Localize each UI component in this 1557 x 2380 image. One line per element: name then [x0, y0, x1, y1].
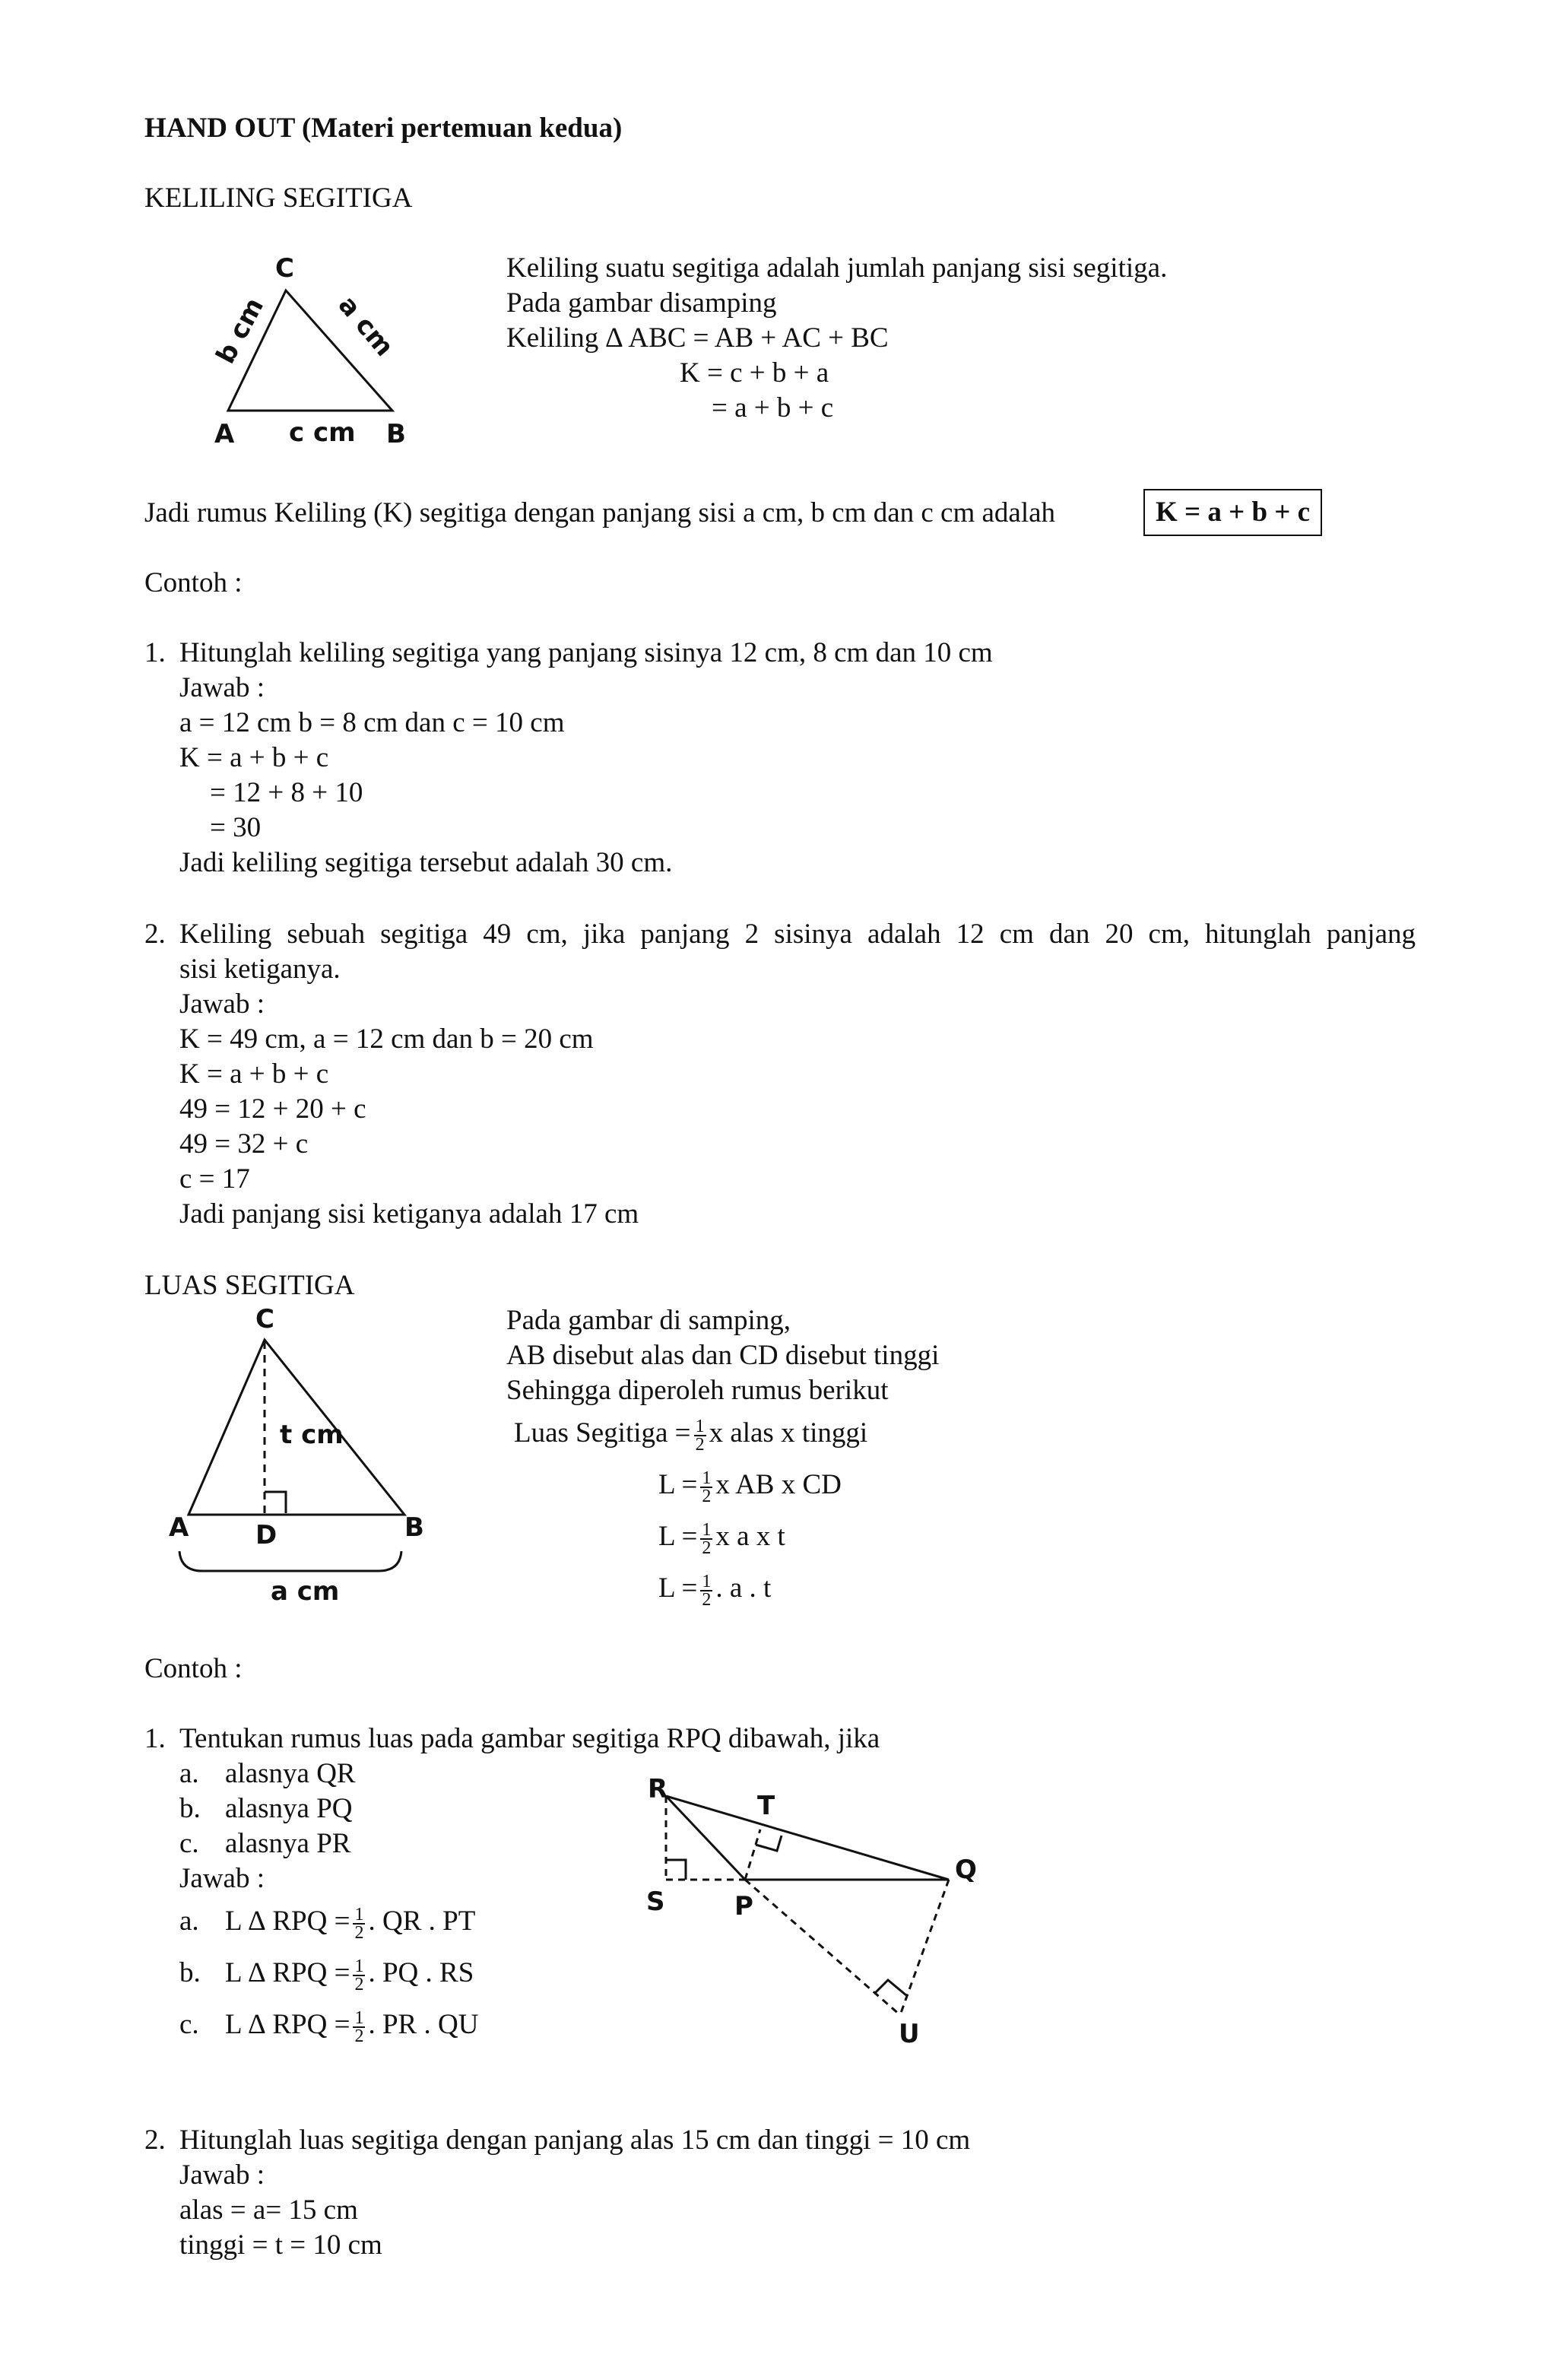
ex1-question: Hitunglah keliling segitiga yang panjang sisinya 12 cm, 8 cm dan 10 cm: [179, 637, 993, 668]
luas-formula-1: Luas Segitiga = $\frac{1}{2}$ x alas x tinggi: [514, 1416, 868, 1455]
luas-formula-4: L = $\frac{1}{2}$ . a . t: [658, 1571, 772, 1610]
luas-vertex-a-label: A: [169, 1512, 189, 1543]
point-u-label: U: [899, 2019, 920, 2049]
luas-desc-3: Sehingga diperoleh rumus berikut: [506, 1375, 889, 1406]
option-key: b.: [179, 1793, 201, 1824]
ex2-question-line-1: Keliling sebuah segitiga 49 cm, jika panjang 2 sisinya adalah 12 cm dan 20 cm, hitunglah panjang: [179, 919, 1416, 950]
ex1-line: a = 12 cm b = 8 cm dan c = 10 cm: [179, 707, 565, 738]
luas-vertex-b-label: B: [404, 1512, 424, 1543]
option-text: alasnya PQ: [225, 1793, 353, 1824]
height-label: t cm: [280, 1420, 344, 1450]
keliling-heading: KELILING SEGITIGA: [144, 182, 413, 214]
option-text: alasnya QR: [225, 1758, 356, 1789]
ex1-line: = 30: [210, 812, 262, 843]
answer-key: b.: [179, 1957, 201, 1988]
luas-ex1-number: 1.: [144, 1723, 166, 1754]
ex2-number: 2.: [144, 919, 166, 950]
side-a-label: a cm: [331, 290, 400, 363]
luas-ex2-number: 2.: [144, 2125, 166, 2156]
ex1-number: 1.: [144, 637, 166, 668]
fraction-half: $\frac{1}{2}$: [354, 1956, 364, 1994]
vertex-q-label: Q: [955, 1855, 977, 1885]
vertex-c-label: C: [275, 253, 294, 284]
keliling-desc-5: = a + b + c: [712, 392, 834, 424]
fraction-half: $\frac{1}{2}$: [354, 1904, 364, 1943]
vertex-p-label: P: [734, 1891, 753, 1921]
fraction-half: $\frac{1}{2}$: [695, 1416, 705, 1455]
ex1-line: = 12 + 8 + 10: [210, 777, 363, 808]
keliling-desc-4: K = c + b + a: [680, 357, 829, 389]
luas-foot-d-label: D: [255, 1520, 277, 1550]
point-t-label: T: [757, 1791, 775, 1821]
ex2-question-line-2: sisi ketiganya.: [179, 954, 341, 985]
ex1-line: K = a + b + c: [179, 742, 329, 773]
keliling-desc-2: Pada gambar disamping: [506, 287, 777, 319]
option-key: a.: [179, 1758, 199, 1789]
luas-vertex-c-label: C: [255, 1304, 274, 1334]
luas-desc-1: Pada gambar di samping,: [506, 1305, 791, 1336]
vertex-b-label: B: [386, 419, 406, 449]
ex2-line: K = a + b + c: [179, 1058, 329, 1090]
answer-b: L ∆ RPQ = $\frac{1}{2}$ . PQ . RS: [225, 1956, 474, 1994]
contoh-label-1: Contoh :: [144, 567, 243, 598]
side-b-label: b cm: [210, 293, 271, 369]
page-title: HAND OUT (Materi pertemuan kedua): [144, 113, 623, 144]
vertex-a-label: A: [214, 419, 235, 449]
fraction-half: $\frac{1}{2}$: [354, 2007, 364, 2046]
keliling-desc-3: Keliling ∆ ABC = AB + AC + BC: [506, 322, 889, 354]
ex2-line: 49 = 32 + c: [179, 1128, 309, 1160]
keliling-formula-box: K = a + b + c: [1143, 489, 1322, 536]
ex2-line: K = 49 cm, a = 12 cm dan b = 20 cm: [179, 1023, 594, 1055]
luas-desc-2: AB disebut alas dan CD disebut tinggi: [506, 1340, 940, 1371]
ex1-line: Jadi keliling segitiga tersebut adalah 30 cm.: [179, 847, 673, 878]
keliling-formula-text: Jadi rumus Keliling (K) segitiga dengan panjang sisi a cm, b cm dan c cm adalah: [144, 497, 1056, 528]
luas-formula-3: L = $\frac{1}{2}$ x a x t: [658, 1519, 785, 1558]
luas-formula-2: L = $\frac{1}{2}$ x AB x CD: [658, 1468, 842, 1506]
ex2-line: Jawab :: [179, 988, 265, 1020]
answer-key: c.: [179, 2009, 199, 2040]
ex2-line: Jadi panjang sisi ketiganya adalah 17 cm: [179, 1198, 639, 1230]
luas-ex2-question: Hitunglah luas segitiga dengan panjang alas 15 cm dan tinggi = 10 cm: [179, 2125, 971, 2156]
answer-c: L ∆ RPQ = $\frac{1}{2}$ . PR . QU: [225, 2007, 479, 2046]
luas-ex1-question: Tentukan rumus luas pada gambar segitiga RPQ dibawah, jika: [179, 1723, 880, 1754]
vertex-r-label: R: [648, 1774, 668, 1804]
side-c-label: c cm: [289, 417, 356, 448]
answer-a: L ∆ RPQ = $\frac{1}{2}$ . QR . PT: [225, 1904, 476, 1943]
contoh-label-2: Contoh :: [144, 1653, 243, 1684]
option-text: alasnya PR: [225, 1828, 351, 1859]
option-key: c.: [179, 1828, 199, 1859]
luas-ex2-line: tinggi = t = 10 cm: [179, 2229, 382, 2261]
keliling-desc-1: Keliling suatu segitiga adalah jumlah panjang sisi segitiga.: [506, 252, 1168, 284]
luas-ex2-line: alas = a= 15 cm: [179, 2194, 358, 2226]
fraction-half: $\frac{1}{2}$: [702, 1571, 712, 1610]
luas-heading: LUAS SEGITIGA: [144, 1270, 355, 1301]
base-label: a cm: [271, 1576, 340, 1607]
luas-ex2-line: Jawab :: [179, 2159, 265, 2191]
ex2-line: 49 = 12 + 20 + c: [179, 1093, 366, 1125]
fraction-half: $\frac{1}{2}$: [702, 1468, 712, 1506]
answer-key: a.: [179, 1906, 199, 1937]
ex1-line: Jawab :: [179, 672, 265, 703]
point-s-label: S: [646, 1887, 665, 1917]
fraction-half: $\frac{1}{2}$: [702, 1519, 712, 1558]
jawab-label: Jawab :: [179, 1863, 265, 1894]
ex2-line: c = 17: [179, 1163, 250, 1195]
